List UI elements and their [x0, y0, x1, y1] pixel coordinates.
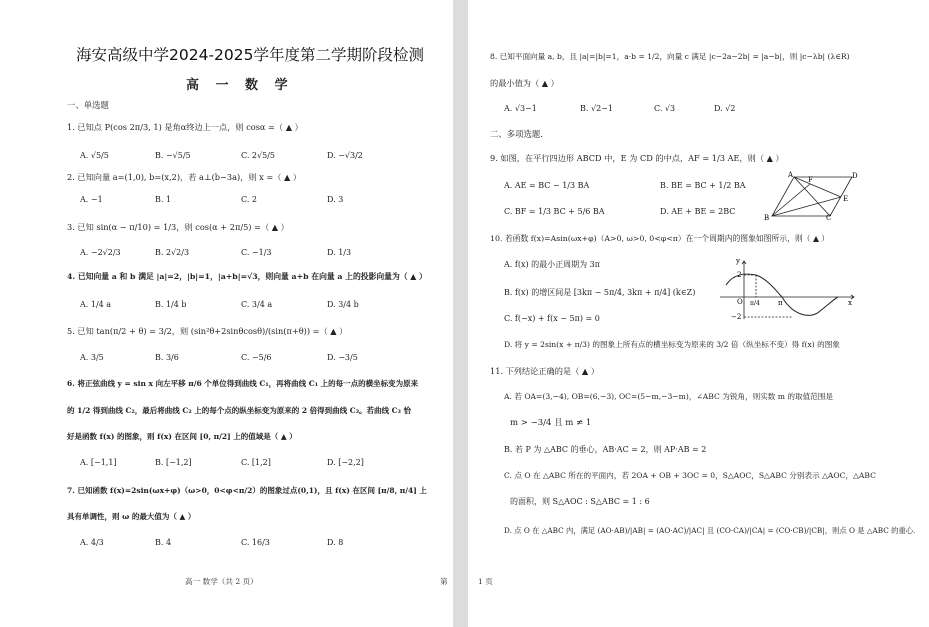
q8-option-b: B. √2−1	[580, 104, 613, 113]
q7-option-a: A. 4/3	[80, 538, 104, 547]
q3-option-c: C. −1/3	[241, 248, 272, 257]
question-8-line-1: 8. 已知平面向量 a, b，且 |a|=|b|=1，a·b = 1/2，向量 c 满足 |c−2a−2b| = |a−b|，则 |c−λb| (λ∈R)	[490, 52, 850, 61]
question-11: 11. 下列结论正确的是（ ▲ ）	[490, 366, 600, 376]
q11-option-c-line-1: C. 点 O 在 △ABC 所在的平面内，若 2OA + OB + 3OC = 0，S△AOC，S△ABC 分别表示 △AOC，△ABC	[504, 471, 876, 480]
q2-option-c: C. 2	[241, 195, 258, 204]
q3-option-b: B. 2√2/3	[155, 248, 190, 257]
question-5: 5. 已知 tan(π/2 + θ) = 3/2，则 (sin²θ+2sinθcosθ)/(sin(π+θ)) =（ ▲ ）	[67, 326, 348, 336]
graph-label-minus-2: −2	[731, 313, 742, 321]
fig-label-a: A	[788, 171, 794, 179]
page-number-prefix: 第	[440, 577, 448, 586]
question-7-line-2: 具有单调性，则 ω 的最大值为（ ▲ ）	[67, 512, 196, 521]
q6-option-b: B. [−1,2]	[155, 458, 192, 467]
page-number-suffix: 1 页	[478, 577, 493, 586]
q10-option-b: B. f(x) 的增区间是 [3kπ − 5π/4, 3kπ + π/4] (k∈Z)	[504, 288, 696, 297]
page-gutter	[453, 0, 468, 627]
fig-label-d: D	[852, 172, 858, 180]
question-1: 1. 已知点 P(cos 2π/3, 1) 是角α终边上一点，则 cosα =（ ▲ ）	[67, 122, 303, 132]
graph-label-y: y	[736, 257, 740, 265]
exam-title: 海安高级中学2024-2025学年度第二学期阶段检测	[76, 46, 424, 64]
question-6-line-2: 的 1/2 得到曲线 C₂，最后将曲线 C₂ 上的每个点的纵坐标变为原来的 2 倍得到曲线 C₃。若曲线 C₃ 恰	[67, 406, 412, 415]
q2-option-b: B. 1	[155, 195, 172, 204]
q11-option-c-line-2: 的面积，则 S△AOC : S△ABC = 1 : 6	[510, 497, 650, 506]
q7-option-d: D. 8	[327, 538, 344, 547]
graph-label-2: 2	[737, 271, 742, 279]
q1-option-c: C. 2√5/5	[241, 151, 275, 160]
q9-option-b: B. BE = BC + 1/2 BA	[660, 181, 746, 190]
q8-option-c: C. √3	[654, 104, 676, 113]
q3-option-a: A. −2√2/3	[80, 248, 121, 257]
sine-graph-figure	[720, 257, 858, 321]
q4-option-a: A. 1/4 a	[80, 300, 112, 309]
question-4: 4. 已知向量 a 和 b 满足 |a|=2，|b|=1，|a+b|=√3，则向量 a+b 在向量 a 上的投影向量为（ ▲ ）	[67, 272, 427, 281]
q1-option-d: D. −√3/2	[327, 151, 363, 160]
graph-label-x: x	[848, 299, 852, 307]
question-7-line-1: 7. 已知函数 f(x)=2sin(ωx+φ)（ω>0，0<φ<π/2）的图象过点(0,1)，且 f(x) 在区间 [π/8, π/4] 上	[67, 486, 427, 495]
fig-label-c: C	[826, 214, 832, 222]
q8-option-a: A. √3−1	[504, 104, 537, 113]
fig-label-b: B	[764, 214, 770, 222]
question-9: 9. 如图，在平行四边形 ABCD 中，E 为 CD 的中点，AF = 1/3 AE，则（ ▲ ）	[490, 153, 784, 163]
fig-label-f: F	[808, 176, 813, 184]
q4-option-c: C. 3/4 a	[241, 300, 273, 309]
q9-option-c: C. BF = 1/3 BC + 5/6 BA	[504, 207, 605, 216]
question-10: 10. 若函数 f(x)=Asin(ωx+φ)（A>0, ω>0, 0<φ<π）在一个周期内的图象如图所示，则（ ▲ ）	[490, 234, 830, 243]
q5-option-c: C. −5/6	[241, 353, 272, 362]
left-page-footer: 高一 数学（共 2 页）	[185, 577, 258, 586]
graph-label-o: O	[737, 298, 743, 306]
q1-option-b: B. −√5/5	[155, 151, 191, 160]
right-page	[468, 0, 929, 627]
q2-option-d: D. 3	[327, 195, 344, 204]
q11-option-b: B. 若 P 为 △ABC 的垂心，AB·AC = 2，则 AP·AB = 2	[504, 445, 707, 454]
question-6-line-3: 好是函数 f(x) 的图象，则 f(x) 在区间 [0, π/2] 上的值域是（ ▲ ）	[67, 432, 297, 441]
q6-option-a: A. [−1,1]	[80, 458, 117, 467]
q4-option-b: B. 1/4 b	[155, 300, 187, 309]
q5-option-b: B. 3/6	[155, 353, 179, 362]
q5-option-d: D. −3/5	[327, 353, 358, 362]
q9-option-a: A. AE = BC − 1/3 BA	[504, 181, 590, 190]
graph-label-pi-4: π/4	[750, 300, 760, 307]
q8-option-d: D. √2	[714, 104, 736, 113]
q5-option-a: A. 3/5	[80, 353, 104, 362]
left-page	[0, 0, 453, 627]
parallelogram-figure	[764, 170, 856, 222]
question-2: 2. 已知向量 a=(1,0), b=(x,2)，若 a⊥(b−3a)，则 x =（ ▲ ）	[67, 172, 302, 182]
question-8-line-2: 的最小值为（ ▲ ）	[490, 78, 559, 88]
q10-option-a: A. f(x) 的最小正周期为 3π	[504, 260, 601, 269]
q6-option-d: D. [−2,2]	[327, 458, 364, 467]
section-multi-choice: 二、多项选题.	[490, 129, 543, 139]
q11-option-a-line-2: m > −3/4 且 m ≠ 1	[510, 418, 592, 428]
exam-subtitle: 高 一 数 学	[186, 78, 294, 93]
q2-option-a: A. −1	[80, 195, 103, 204]
question-6-line-1: 6. 将正弦曲线 y = sin x 向左平移 π/6 个单位得到曲线 C₁，再将曲线 C₁ 上的每一点的横坐标变为原来	[67, 379, 419, 388]
question-3: 3. 已知 sin(α − π/10) = 1/3，则 cos(α + 2π/5) =（ ▲ ）	[67, 222, 289, 232]
section-single-choice: 一、单选题	[67, 100, 109, 110]
q7-option-b: B. 4	[155, 538, 172, 547]
sine-curve	[726, 274, 838, 315]
q4-option-d: D. 3/4 b	[327, 300, 359, 309]
q1-option-a: A. √5/5	[80, 151, 109, 160]
q9-option-d: D. AE + BE = 2BC	[660, 207, 736, 216]
q7-option-c: C. 16/3	[241, 538, 270, 547]
q10-option-c: C. f(−x) + f(x − 5π) = 0	[504, 314, 600, 323]
q11-option-a-line-1: A. 若 OA=(3,−4), OB=(6,−3), OC=(5−m,−3−m)，∠ABC 为锐角，则实数 m 的取值范围是	[504, 392, 833, 401]
q6-option-c: C. [1,2]	[241, 458, 271, 467]
q11-option-d: D. 点 O 在 △ABC 内，满足 (AO·AB)/|AB| = (AO·AC)/|AC| 且 (CO·CA)/|CA| = (CO·CB)/|CB|，则点 O 是 △ABC 的重心.	[504, 526, 916, 535]
fig-label-e: E	[843, 195, 849, 203]
q10-option-d: D. 将 y = 2sin(x + π/3) 的图象上所有点的横坐标变为原来的 3/2 倍（纵坐标不变）得 f(x) 的图象	[504, 340, 840, 349]
graph-label-pi: π	[778, 299, 783, 307]
q3-option-d: D. 1/3	[327, 248, 352, 257]
